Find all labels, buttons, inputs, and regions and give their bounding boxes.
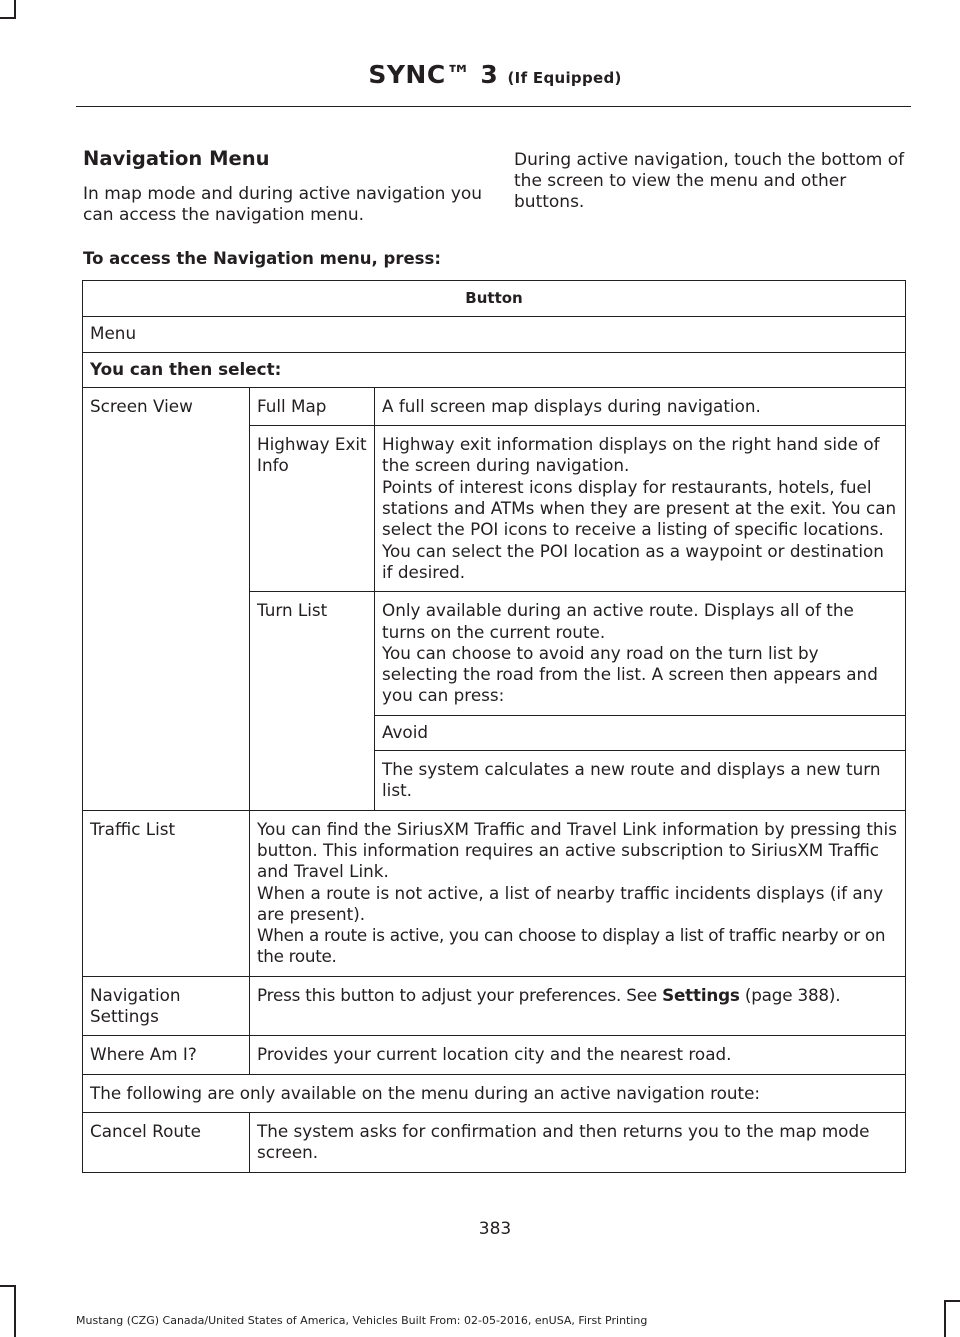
turn-list-desc-line-1: Only available during an active route. Displays all of the turns on the current route.	[382, 600, 854, 642]
settings-desc-suffix: (page 388).	[739, 984, 841, 1005]
table-row	[83, 387, 906, 425]
intro-paragraph-right: During active navigation, touch the bottom of the screen to view the menu and other buttons.	[514, 150, 905, 212]
intro-right-column	[514, 150, 909, 213]
crop-mark	[944, 1300, 960, 1302]
table-row	[83, 317, 906, 352]
settings-link[interactable]: Settings	[662, 984, 740, 1005]
intro-paragraph-left: In map mode and during active navigation you can access the navigation menu.	[83, 184, 483, 225]
table-row	[83, 352, 906, 387]
crop-mark	[0, 1285, 16, 1287]
avoid-description: The system calculates a new route and displays a new turn list.	[375, 751, 906, 811]
crop-mark	[14, 1285, 16, 1337]
page-number: 383	[478, 1219, 512, 1239]
header-title: SYNC™ 3	[368, 60, 499, 89]
cancel-route-description: The system asks for confirmation and then returns you to the map mode screen.	[250, 1112, 906, 1172]
table-row	[83, 1112, 906, 1172]
traffic-list-desc-line-3: When a route is active, you can choose to display a list of traffic nearby or on the route.	[257, 925, 886, 967]
turn-list-desc-line-2: You can choose to avoid any road on the turn list by selecting the road from the list. A screen then appears and you can press:	[382, 642, 878, 706]
crop-mark	[0, 17, 16, 19]
where-am-i-description: Provides your current location city and the nearest road.	[250, 1036, 906, 1074]
traffic-list-desc-line-2: When a route is not active, a list of nearby traffic incidents displays (if any are present).	[257, 882, 884, 924]
navigation-menu-table	[82, 280, 906, 1173]
header-subtitle: (If Equipped)	[507, 69, 622, 87]
settings-desc-prefix: Press this button to adjust your preferences. See	[257, 984, 663, 1005]
highway-exit-info-cell: Highway Exit Info	[250, 426, 375, 592]
header-divider	[76, 106, 911, 107]
full-map-description: A full screen map displays during navigation.	[375, 387, 906, 425]
section-heading: Navigation Menu	[83, 147, 270, 170]
highway-exit-info-description	[375, 426, 906, 592]
column-header-button: Button	[83, 281, 906, 317]
then-select-cell: You can then select:	[83, 352, 906, 387]
table-lead-in: To access the Navigation menu, press:	[83, 249, 441, 268]
where-am-i-cell: Where Am I?	[83, 1036, 250, 1074]
navigation-settings-description	[250, 976, 906, 1036]
full-map-cell: Full Map	[250, 387, 375, 425]
traffic-list-cell: Traffic List	[83, 810, 250, 976]
turn-list-description	[375, 592, 906, 715]
table-row	[83, 1074, 906, 1112]
intro-left-column	[83, 147, 483, 226]
running-header	[0, 60, 960, 89]
avoid-button-cell: Avoid	[375, 715, 906, 750]
screen-view-cell: Screen View	[83, 387, 250, 810]
highway-exit-desc-line-2: Points of interest icons display for restaurants, hotels, fuel stations and ATMs when they are present at the exit. You can select the POI icons to receive a listing of specific locations. You can select the POI location as a waypoint or destination if desired.	[382, 476, 897, 582]
crop-mark	[944, 1300, 946, 1337]
table-row	[83, 976, 906, 1036]
traffic-list-desc-line-1: You can find the SiriusXM Traffic and Travel Link information by pressing this button. This information requires an active subscription to SiriusXM Traffic and Travel Link.	[257, 818, 897, 882]
print-footer: Mustang (CZG) Canada/United States of America, Vehicles Built From: 02-05-2016, enUSA, First Printing	[76, 1314, 648, 1327]
highway-exit-desc-line-1: Highway exit information displays on the right hand side of the screen during navigation.	[382, 434, 880, 476]
traffic-list-description	[250, 810, 906, 976]
table-row	[83, 810, 906, 976]
table-header-row	[83, 281, 906, 317]
cancel-route-cell: Cancel Route	[83, 1112, 250, 1172]
navigation-settings-cell: Navigation Settings	[83, 976, 250, 1036]
turn-list-cell: Turn List	[250, 592, 375, 810]
table-row	[83, 1036, 906, 1074]
menu-button-cell: Menu	[83, 317, 906, 352]
active-route-note: The following are only available on the menu during an active navigation route:	[83, 1074, 906, 1112]
